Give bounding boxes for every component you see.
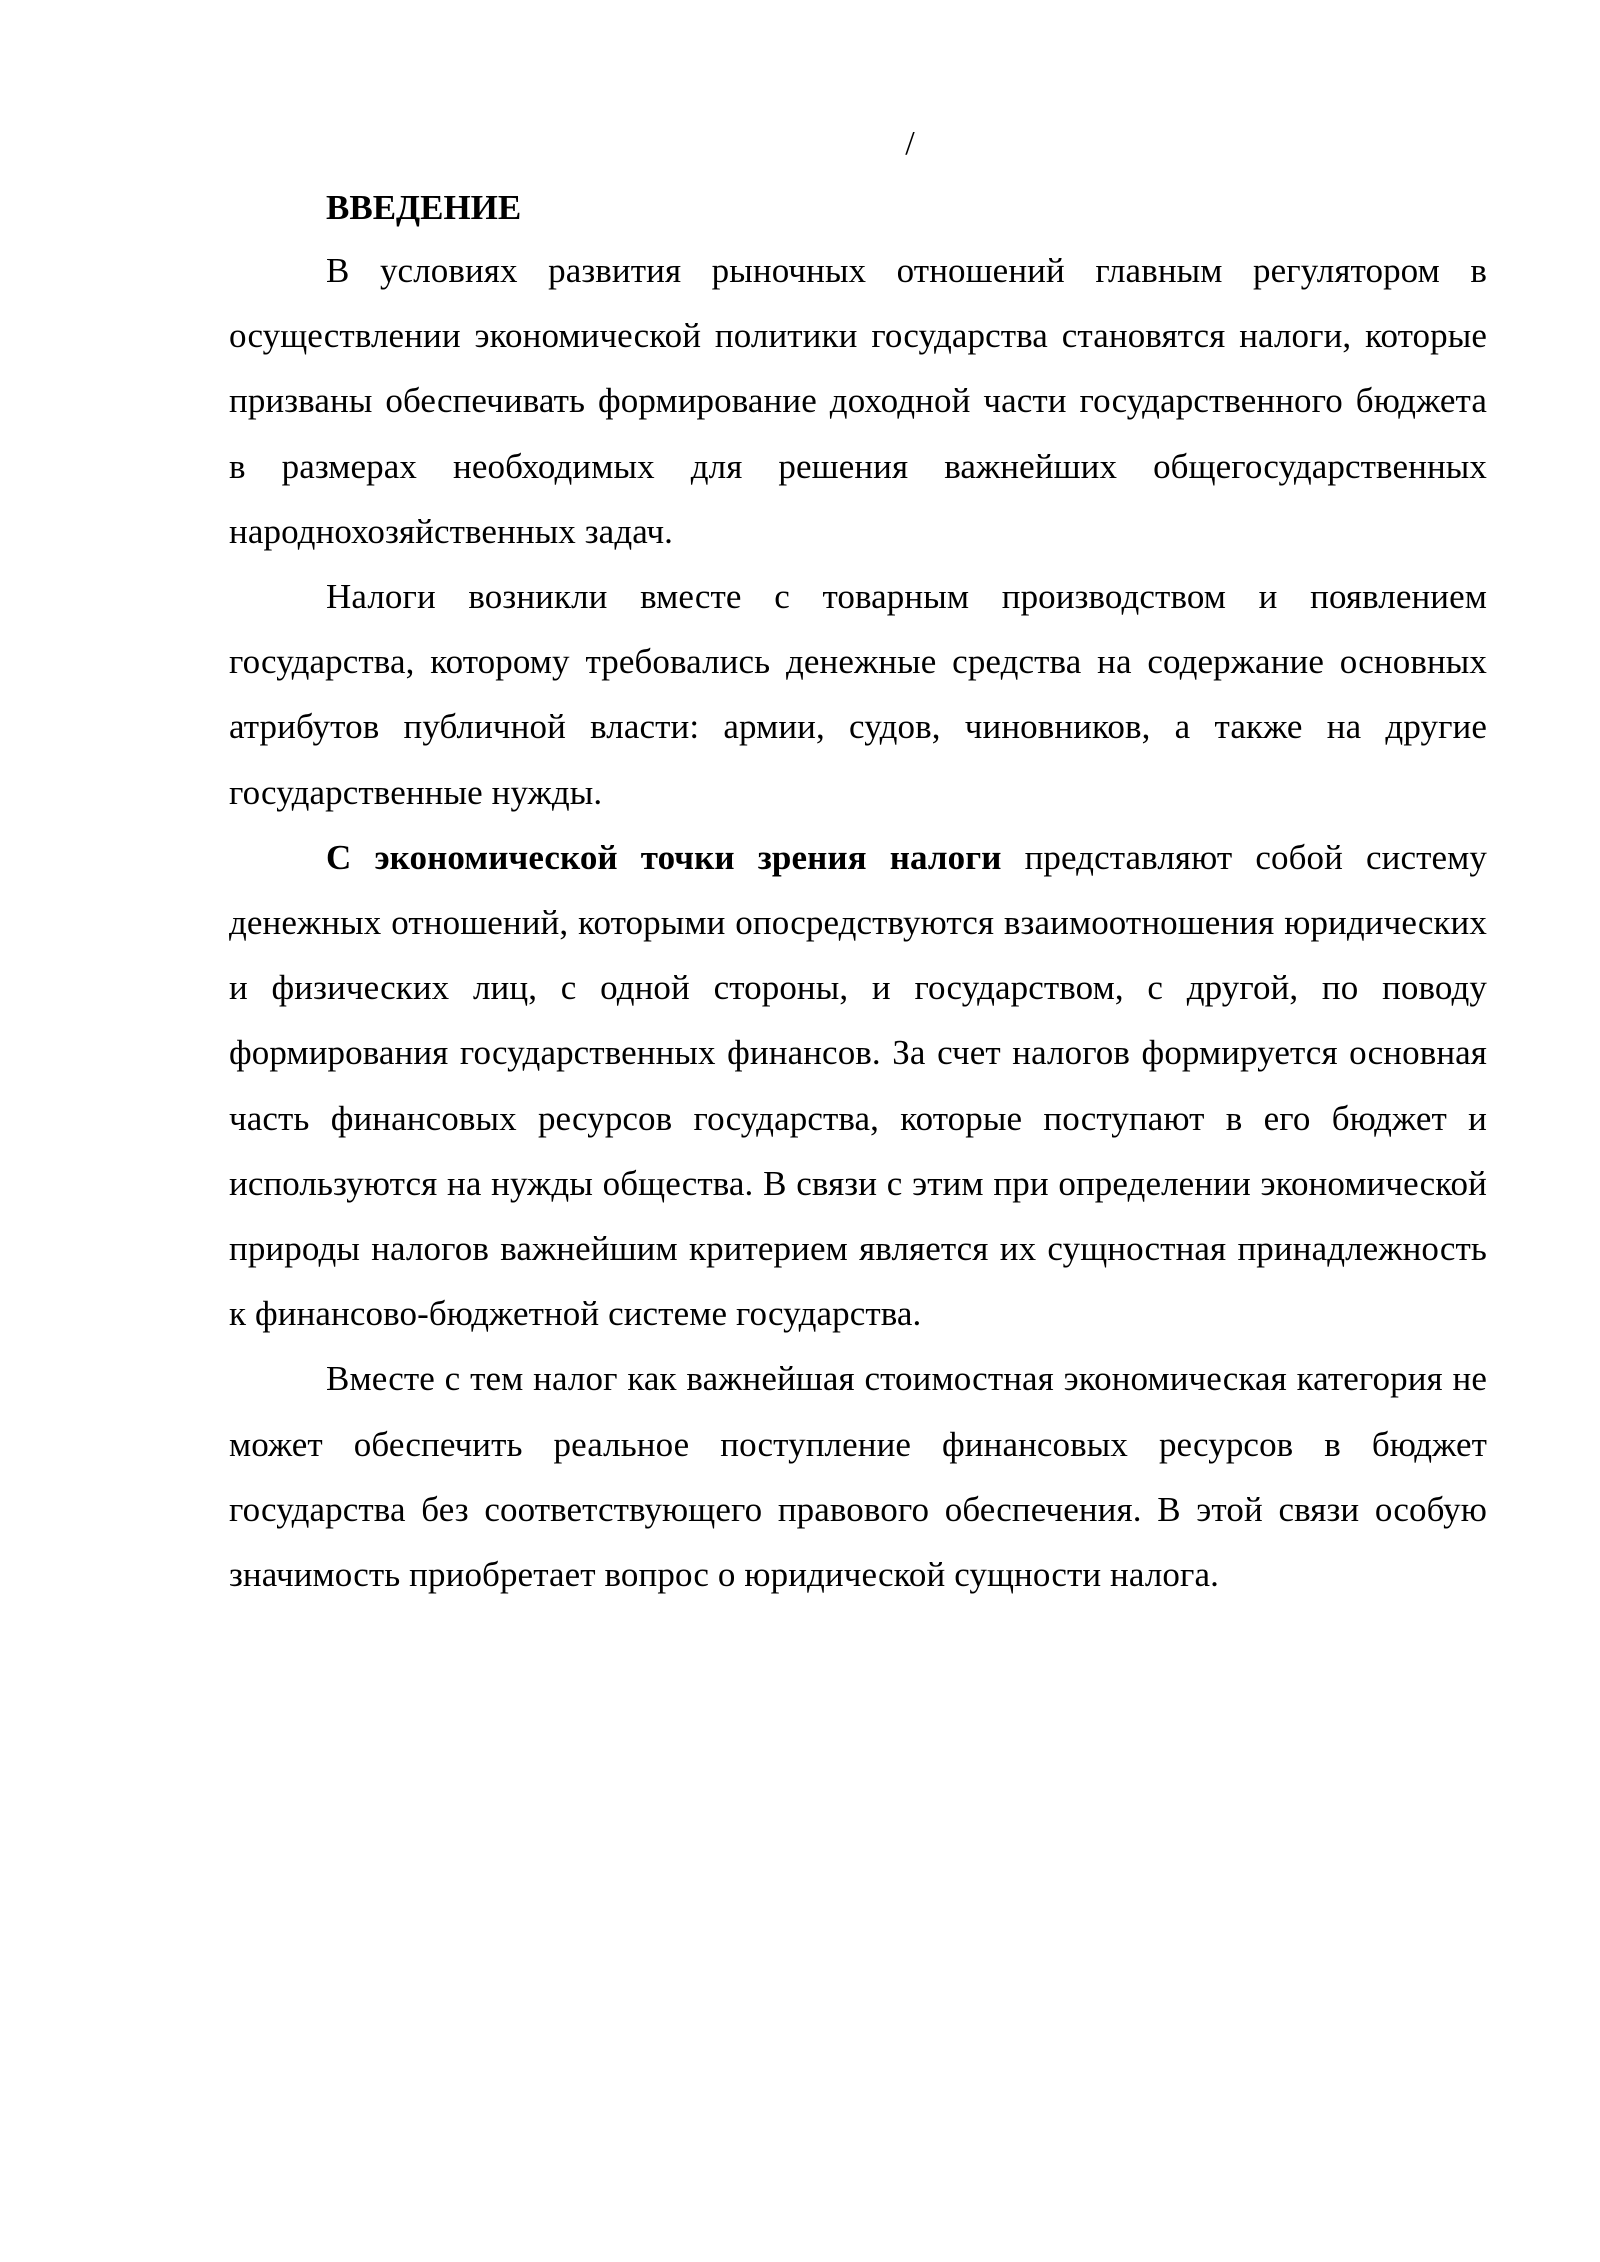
paragraph-1: В условиях развития рыночных отношений главным регулятором в осуществлении экономической политики государства становятся налоги, которые призваны обеспечивать формирование доходной части государственного бюджета в размерах необходимых для решения важнейших общегосударственных народнохозяйственных задач. [229,251,1487,551]
paragraph-3 [229,825,1487,1347]
paragraph-3-bold-lead: С экономической точки зрения налоги [326,837,1002,877]
paragraph-3-text: представляют собой систему денежных отношений, которыми опосредствуются взаимоотношения юридических и физических лиц, с одной стороны, и государством, с другой, по поводу формирования государственных финансов. За счет налогов формируется основная часть финансовых ресурсов государства, которые поступают в его бюджет и используются на нужды общества. В связи с этим при определении экономической природы налогов важнейшим критерием является их сущностная принадлежность к финансово-бюджетной системе государства. [229,837,1487,1334]
paragraph-4: Вместе с тем налог как важнейшая стоимостная экономическая категория не может обеспечить реальное поступление финансовых ресурсов в бюджет государства без соответствующего правового обеспечения. В этой связи особую значимость приобретает вопрос о юридической сущности налога. [229,1359,1487,1595]
section-heading: ВВЕДЕНИЕ [326,188,522,227]
document-body [229,178,1487,1607]
page-marker: / [905,125,915,162]
paragraph-2: Налоги возникли вместе с товарным производством и появлением государства, которому требовались денежные средства на содержание основных атрибутов публичной власти: армии, судов, чиновников, а также на другие государственные нужды. [229,577,1487,812]
